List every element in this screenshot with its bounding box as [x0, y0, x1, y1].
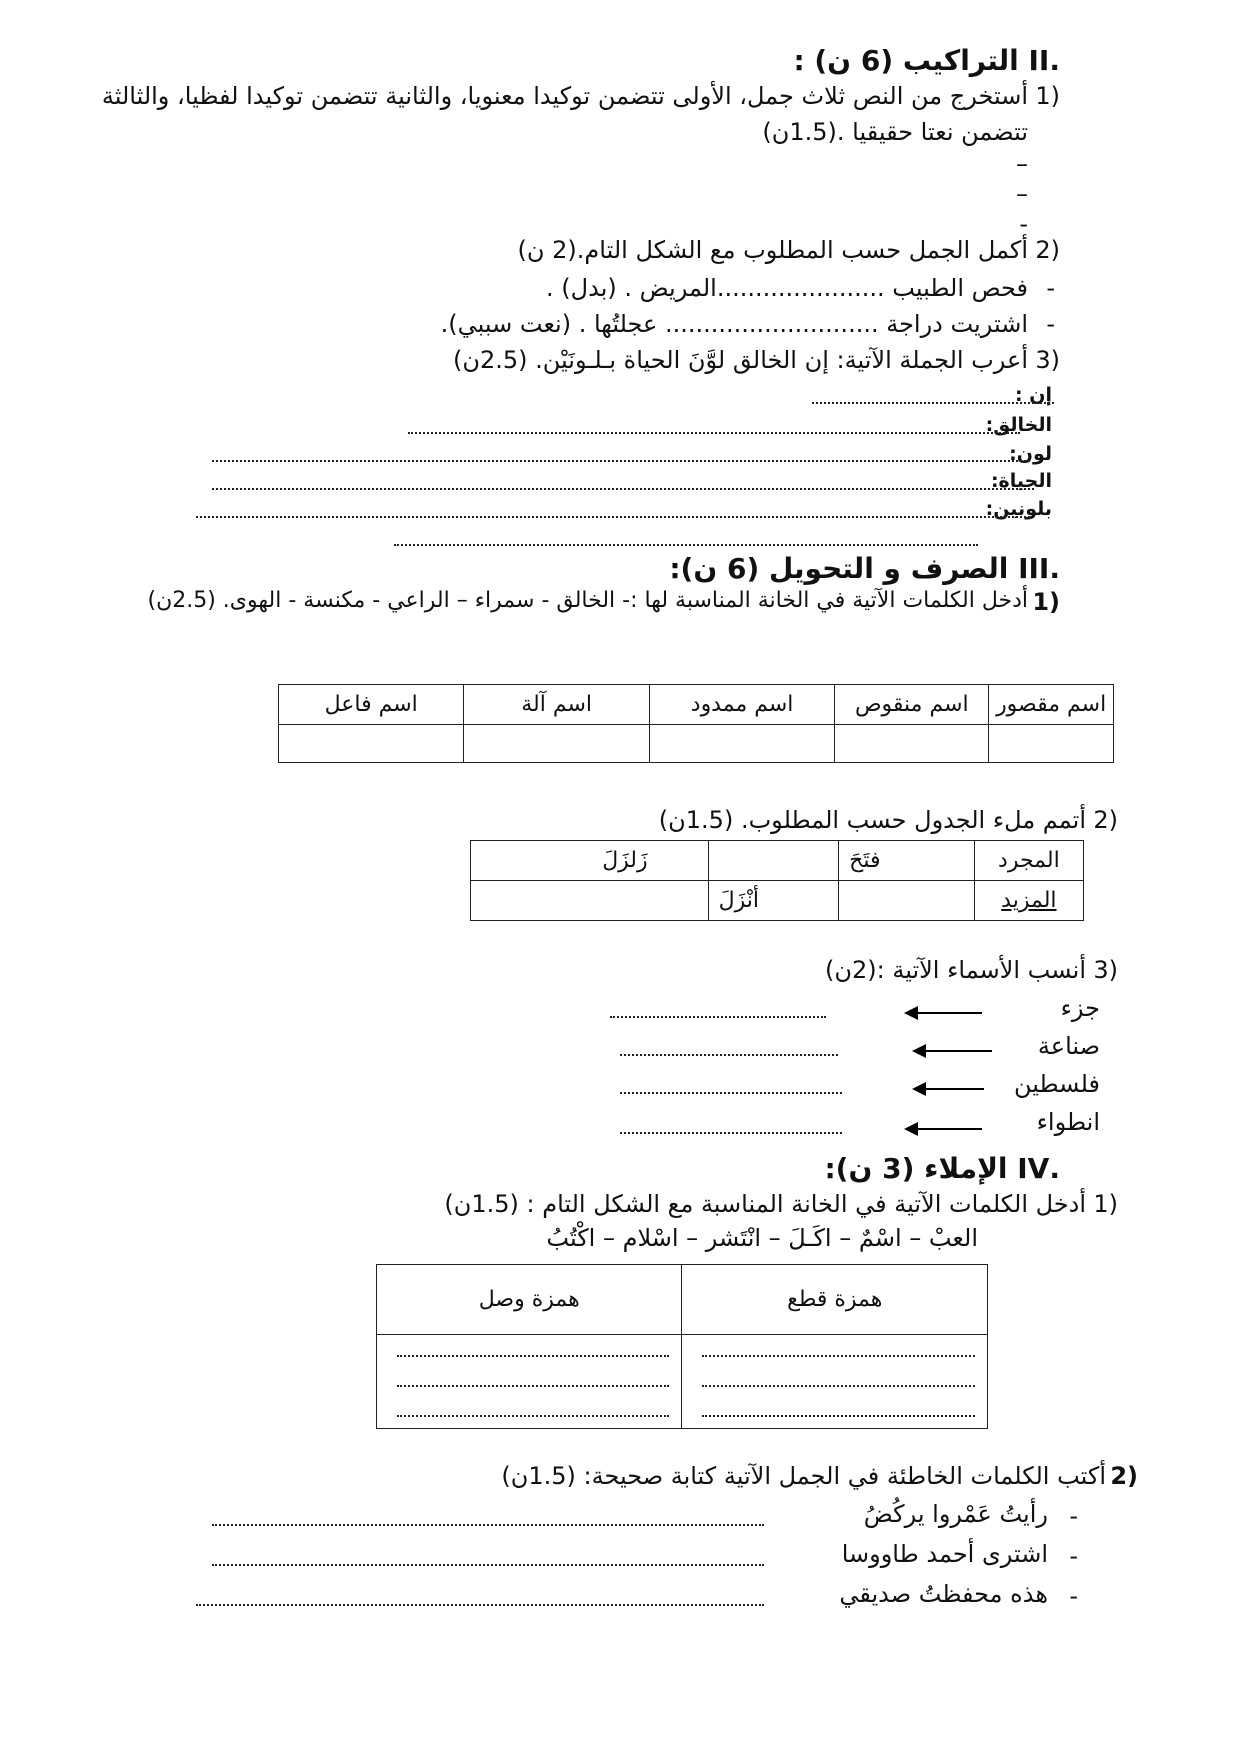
answer-line [702, 1415, 975, 1417]
answer-cell[interactable] [464, 725, 649, 763]
section-3-title: .III الصرف و التحويل (6 ن): [669, 552, 1060, 585]
q3-1-number: 1) [1032, 588, 1060, 616]
section-4-title: .IV الإملاء (3 ن): [824, 1152, 1060, 1185]
arrow-left-icon [926, 1088, 984, 1090]
word-type-table [278, 684, 1114, 763]
q3-2-number: 2) [1093, 806, 1118, 834]
parse-word: لون: [1009, 443, 1052, 465]
q2-1-number: 1) [1035, 82, 1060, 110]
parse-word: الحياة: [990, 470, 1052, 492]
cell[interactable] [471, 881, 709, 921]
arrow-left-icon [926, 1050, 992, 1052]
correction-sentence: رأيتُ عَمْروا يركُضُ [863, 1500, 1048, 1528]
parse-word: الخالق: [985, 414, 1052, 436]
q4-1-number: 1) [1093, 1190, 1118, 1218]
header-cell: همزة قطع [682, 1265, 988, 1335]
answer-cell[interactable] [989, 725, 1114, 763]
answer-line [620, 1054, 838, 1056]
answer-line [212, 1564, 764, 1566]
answer-line [408, 432, 1020, 434]
q2-1-line2: تتضمن نعتا حقيقيا .(1.5ن) [762, 118, 1028, 146]
nisba-word: جزء [1060, 994, 1100, 1022]
nisba-word: انطواء [1036, 1108, 1100, 1136]
header-cell: اسم ممدود [649, 685, 834, 725]
q2-3-number: 3) [1035, 346, 1060, 374]
row-header: المزيد [974, 881, 1083, 921]
bullet: - [1046, 274, 1055, 302]
q4-2-number: 2) [1110, 1462, 1138, 1490]
parse-word: بلونين: [985, 498, 1052, 520]
answer-line [196, 516, 1030, 518]
header-cell: اسم مقصور [989, 685, 1114, 725]
answer-cell[interactable] [682, 1335, 988, 1429]
answer-cell[interactable] [835, 725, 989, 763]
q3-3-text: أنسب الأسماء الآتية :(2ن) [824, 956, 1086, 984]
arrow-left-icon [918, 1128, 982, 1130]
q2-2-item-2: اشتريت دراجة ............................ عجلتُها . (نعت سببي). [440, 310, 1028, 338]
bullet: - [1046, 310, 1055, 338]
nisba-word: فلسطين [1013, 1070, 1100, 1098]
q3-1-text: أدخل الكلمات الآتية في الخانة المناسبة لها :- الخالق - سمراء – الراعي - مكنسة - الهوى. (2.5ن) [147, 588, 1028, 613]
cell[interactable] [708, 841, 839, 881]
q4-1-text: أدخل الكلمات الآتية في الخانة المناسبة مع الشكل التام : (1.5ن) [444, 1190, 1086, 1218]
header-cell: اسم منقوص [835, 685, 989, 725]
answer-line [397, 1385, 669, 1387]
q3-2-text: أتمم ملء الجدول حسب المطلوب. (1.5ن) [658, 806, 1086, 834]
header-cell: اسم فاعل [279, 685, 464, 725]
answer-line [397, 1355, 669, 1357]
bullet: - [1069, 1502, 1078, 1530]
answer-line [812, 402, 1054, 404]
answer-line [212, 1524, 764, 1526]
answer-line [620, 1132, 842, 1134]
answer-line [394, 544, 978, 546]
answer-dash: - [1019, 210, 1028, 238]
answer-dash: – [1016, 180, 1028, 208]
answer-cell[interactable] [649, 725, 834, 763]
section-2-title: .II التراكيب (6 ن) : [793, 44, 1060, 77]
hamza-table [376, 1264, 988, 1429]
bullet: - [1069, 1582, 1078, 1610]
answer-cell[interactable] [279, 725, 464, 763]
correction-sentence: هذه محفظتُ صديقي [839, 1580, 1048, 1608]
cell: فتَحَ [839, 841, 975, 881]
cell: زَلزَلَ [471, 841, 709, 881]
answer-line [196, 1604, 764, 1606]
answer-line [702, 1385, 975, 1387]
verb-form-table [470, 840, 1084, 921]
answer-dash: – [1016, 150, 1028, 178]
q2-2-text: أكمل الجمل حسب المطلوب مع الشكل التام.(2 ن) [517, 236, 1028, 264]
q2-2-item-1: فحص الطبيب ......................المريض . (بدل) . [546, 274, 1028, 302]
arrow-left-icon [918, 1012, 982, 1014]
cell: أنْزَلَ [708, 881, 839, 921]
answer-line [610, 1016, 826, 1018]
row-header: المجرد [974, 841, 1083, 881]
answer-line [212, 460, 1030, 462]
answer-line [397, 1415, 669, 1417]
answer-line [702, 1355, 975, 1357]
q2-1-line1: أستخرج من النص ثلاث جمل، الأولى تتضمن توكيدا معنويا، والثانية تتضمن توكيدا لفظيا، والثالثة [101, 82, 1028, 110]
nisba-word: صناعة [1037, 1032, 1100, 1060]
q2-2-number: 2) [1035, 236, 1060, 264]
q4-2-text: أكتب الكلمات الخاطئة في الجمل الآتية كتابة صحيحة: (1.5ن) [501, 1462, 1106, 1490]
header-cell: همزة وصل [377, 1265, 682, 1335]
answer-line [620, 1092, 842, 1094]
header-cell: اسم آلة [464, 685, 649, 725]
answer-cell[interactable] [377, 1335, 682, 1429]
q2-3-text: أعرب الجملة الآتية: إن الخالق لوَّنَ الحياة بـلـونَيْن. (2.5ن) [452, 346, 1028, 374]
parse-word: إن : [1015, 384, 1052, 406]
cell[interactable] [839, 881, 975, 921]
correction-sentence: اشترى أحمد طاووسا [841, 1540, 1048, 1568]
q3-3-number: 3) [1093, 956, 1118, 984]
bullet: - [1069, 1542, 1078, 1570]
answer-line [212, 488, 1034, 490]
q4-1-word-list: العبْ – اسْمٌ – اكَـلَ – انْتَشر – اسْلام – اكْتُبُ [546, 1224, 978, 1252]
